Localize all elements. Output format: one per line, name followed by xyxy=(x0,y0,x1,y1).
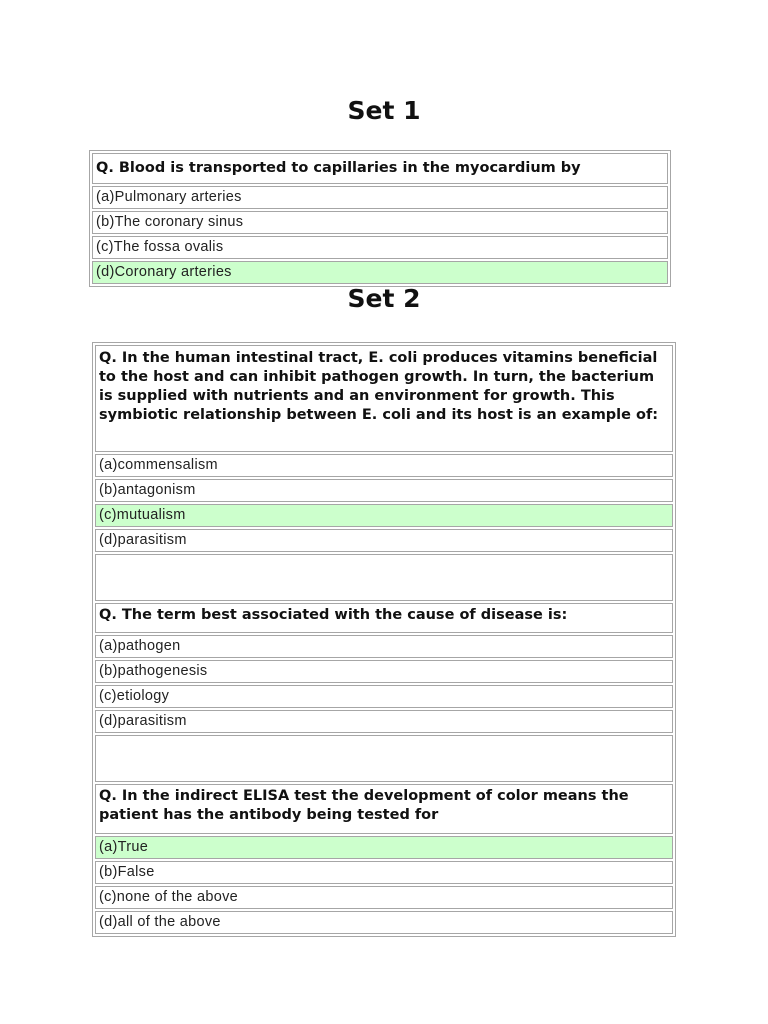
answer-option-b[interactable]: (b)False xyxy=(95,861,673,884)
answer-option-b[interactable]: (b)The coronary sinus xyxy=(92,211,668,234)
answer-option-a[interactable]: (a)pathogen xyxy=(95,635,673,658)
answer-option-a-correct[interactable]: (a)True xyxy=(95,836,673,859)
question-text: Q. In the indirect ELISA test the development of color means the patient has the antibody being tested for xyxy=(95,784,673,834)
answer-option-d[interactable]: (d)parasitism xyxy=(95,710,673,733)
answer-option-b[interactable]: (b)pathogenesis xyxy=(95,660,673,683)
set-2-question-table xyxy=(92,342,676,937)
set-1-question-table xyxy=(89,150,671,287)
set-1-title: Set 1 xyxy=(347,96,421,125)
answer-option-c[interactable]: (c)etiology xyxy=(95,685,673,708)
answer-option-c-correct[interactable]: (c)mutualism xyxy=(95,504,673,527)
answer-option-d[interactable]: (d)all of the above xyxy=(95,911,673,934)
answer-option-b[interactable]: (b)antagonism xyxy=(95,479,673,502)
question-text: Q. In the human intestinal tract, E. coli produces vitamins beneficial to the host and can inhibit pathogen growth. In turn, the bacterium is supplied with nutrients and an environment for growth. This symbiotic relationship between E. coli and its host is an example of: xyxy=(95,345,673,452)
question-text: Q. Blood is transported to capillaries in the myocardium by xyxy=(92,153,668,184)
question-text: Q. The term best associated with the cause of disease is: xyxy=(95,603,673,633)
answer-option-c[interactable]: (c)none of the above xyxy=(95,886,673,909)
set-2-title: Set 2 xyxy=(347,284,421,313)
answer-option-c[interactable]: (c)The fossa ovalis xyxy=(92,236,668,259)
answer-option-d-correct[interactable]: (d)Coronary arteries xyxy=(92,261,668,284)
empty-spacer-row xyxy=(95,735,673,782)
answer-option-a[interactable]: (a)Pulmonary arteries xyxy=(92,186,668,209)
answer-option-a[interactable]: (a)commensalism xyxy=(95,454,673,477)
answer-option-d[interactable]: (d)parasitism xyxy=(95,529,673,552)
empty-spacer-row xyxy=(95,554,673,601)
